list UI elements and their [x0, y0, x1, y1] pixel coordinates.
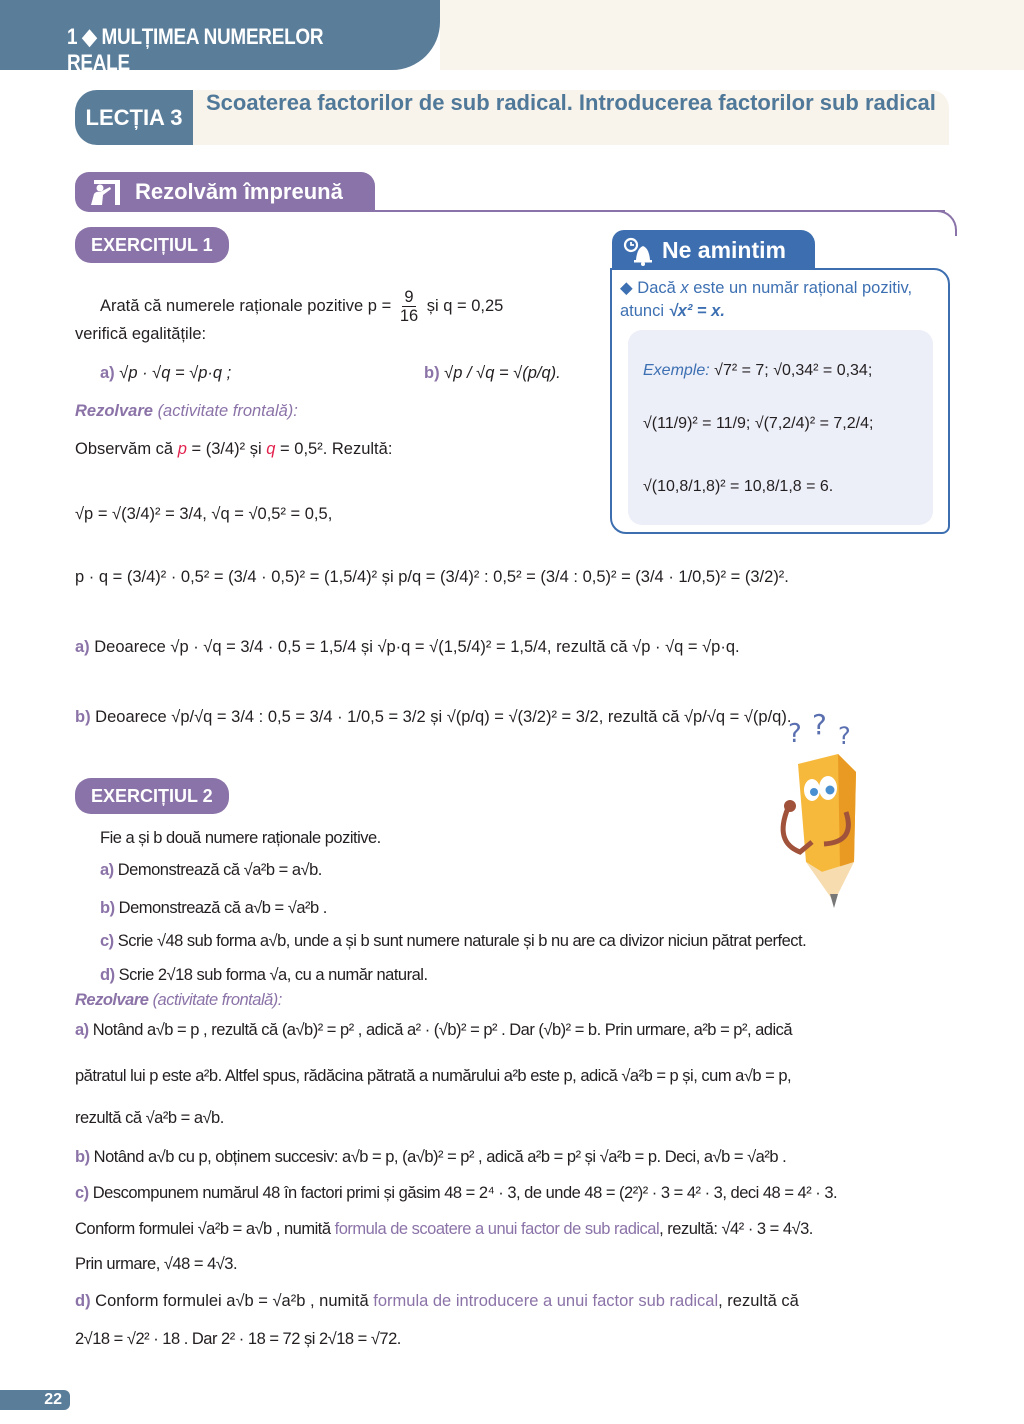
example-5: √(10,8/1,8)² = 10,8/1,8 = 6. [643, 478, 834, 495]
conclusion-a-text: Deoarece √p · √q = 3/4 · 0,5 = 1,5/4 și √p·q = √(1,5/4)² = 1,5/4, rezultă că √p · √q = √p·q. [94, 638, 740, 656]
conclusion-b-label: b) [75, 708, 91, 726]
question-mark-icon: ? [788, 719, 802, 749]
statement-text: Arată că numerele raționale pozitive p = [100, 297, 392, 315]
formula-intro: Conform formulei a√b = √a²b , numită [95, 1292, 369, 1310]
item-b-formula: √p / √q = √(p/q). [444, 364, 561, 382]
rule-var: x [680, 279, 689, 297]
var-q: q [266, 440, 276, 458]
sqrt-values-line: √p = √(3/4)² = 3/4, √q = √0,5² = 0,5, [75, 505, 333, 523]
chapter-header [0, 0, 440, 75]
example-2: √0,34² = 0,34; [773, 362, 873, 379]
exercise-2-item-b [100, 899, 327, 918]
item-label: b) [100, 899, 115, 917]
item-label: c) [100, 932, 114, 950]
p-numerator: 9 [404, 288, 414, 306]
exercise-2-item-a [100, 861, 322, 880]
example-1: √7² = 7; [714, 362, 769, 379]
solution-b-text: Notând a√b cu p, obținem succesiv: a√b = p, (a√b)² = p² , adică a²b = p² și √a²b = p. Deci, a√b = √a²b . [93, 1148, 787, 1166]
lesson-title: Scoaterea factorilor de sub radical. Introducerea factorilor sub radical [206, 90, 936, 115]
solution-c-line-1 [75, 1184, 837, 1203]
item-text: Demonstrează că √a²b = a√b. [117, 861, 322, 879]
header-background [440, 0, 1024, 70]
formula-term-introduce: formula de introducere a unui factor sub radical [373, 1292, 719, 1310]
exercise-1-statement [100, 288, 503, 325]
conclusion-a [75, 638, 740, 657]
item-a-formula: √p · √q = √p·q ; [119, 364, 232, 382]
statement-verify: verifică egalitățile: [75, 325, 207, 343]
teacher-board-icon [88, 178, 122, 206]
solution-b [75, 1148, 786, 1167]
solution-label: Rezolvare [75, 991, 149, 1009]
chapter-title: 1 ◆ MULȚIMEA NUMERELOR REALE [67, 24, 324, 75]
p-value: = (3/4)² [191, 440, 246, 458]
solution-d-line-2: 2√18 = √2² · 18 . Dar 2² · 18 = 72 și 2√18 = √72. [75, 1330, 401, 1348]
exercise-2-item-d [100, 966, 428, 985]
observe-text: Observăm că [75, 440, 174, 458]
q-value: = 0,5². Rezultă: [280, 440, 393, 458]
conclusion-a-label: a) [75, 638, 90, 656]
solution-c-line-2 [75, 1220, 813, 1239]
solution-a-line-1 [75, 1021, 792, 1040]
exercise-2-intro: Fie a și b două numere raționale pozitive. [100, 829, 381, 847]
item-text: Scrie 2√18 sub forma √a, cu a număr natural. [118, 966, 428, 984]
item-a [100, 364, 231, 383]
examples-row-1 [643, 362, 872, 380]
solution-c-text: Descompunem numărul 48 în factori primi și găsim 48 = 2⁴ · 3, de unde 48 = (2²)² · 3 = 4² · 3, deci 48 = 4² · 3. [92, 1184, 838, 1202]
solution-heading-1 [75, 402, 298, 421]
p-fraction [398, 288, 420, 325]
exercise-2-item-c [100, 932, 806, 951]
item-a-label: a) [100, 364, 115, 382]
p-denominator: 16 [399, 307, 419, 326]
solution-a-text: Notând a√b = p , rezultă că (a√b)² = p² , adică a² · (√b)² = p² . Dar (√b)² = b. Prin urmare, a²b = p², adică [92, 1021, 793, 1039]
solution-d-label: d) [75, 1292, 91, 1310]
product-quotient-line: p · q = (3/4)² · 0,5² = (3/4 · 0,5)² = (1,5/4)² și p/q = (3/4)² : 0,5² = (3/4 : 0,5)² = (3/4 · 1/0,5)² = (3/2)². [75, 568, 789, 586]
example-4: √(7,2/4)² = 7,2/4; [754, 415, 874, 432]
item-text: Demonstrează că a√b = √a²b . [118, 899, 327, 917]
exercise-1-label: EXERCIȚIUL 1 [91, 234, 213, 255]
solution-b-label: b) [75, 1148, 90, 1166]
conclusion-b [75, 708, 791, 727]
exercise-1-badge [75, 227, 229, 263]
solution-heading-2 [75, 991, 282, 1010]
exercise-2-label: EXERCIȚIUL 2 [91, 785, 213, 806]
exercise-2-badge [75, 778, 229, 814]
solution-d-line-1 [75, 1292, 799, 1311]
solution-note: (activitate frontală): [157, 402, 298, 420]
formula-result: , rezultă că [718, 1292, 799, 1310]
var-p: p [177, 440, 187, 458]
section-divider-curve [935, 210, 957, 236]
formula-term-extract: formula de scoatere a unui factor de sub radical [334, 1220, 660, 1238]
conclusion-b-text: Deoarece √p/√q = 3/4 : 0,5 = 3/4 · 1/0,5 = 3/2 și √(p/q) = √(3/2)² = 3/2, rezultă că √p/√q = √(p/q). [95, 708, 792, 726]
examples-label: Exemple: [643, 362, 710, 379]
formula-result: , rezultă: √4² · 3 = 4√3. [659, 1220, 813, 1238]
solution-label: Rezolvare [75, 402, 153, 420]
solution-a-line-3: rezultă că √a²b = a√b. [75, 1109, 224, 1127]
thinking-pencil-mascot [760, 712, 890, 912]
solution-a-line-2: pătratul lui p este a²b. Altfel spus, rădăcina pătrată a numărului a²b este p, adică √a²b = p și, cum a√b = p, [75, 1067, 792, 1085]
reminder-rule [620, 277, 950, 323]
solution-c-line-3: Prin urmare, √48 = 4√3. [75, 1255, 238, 1273]
examples-row-2 [643, 415, 873, 433]
item-label: a) [100, 861, 114, 879]
rule-prefix: ◆ Dacă [620, 279, 676, 297]
page-number: 22 [0, 1390, 70, 1410]
rule-formula: √x² = x. [668, 302, 725, 320]
and-text: și [249, 440, 262, 458]
solution-a-label: a) [75, 1021, 89, 1039]
bell-clock-icon [622, 236, 656, 266]
solution-c-label: c) [75, 1184, 89, 1202]
reminder-title: Ne amintim [662, 236, 786, 263]
item-text: Scrie √48 sub forma a√b, unde a și b sunt numere naturale și b nu are ca divizor niciun pătrat perfect. [117, 932, 807, 950]
rule-text: este un număr rațional pozitiv, atunci [620, 279, 913, 320]
item-label: d) [100, 966, 115, 984]
solution-note: (activitate frontală): [152, 991, 282, 1009]
question-mark-icon: ? [838, 722, 851, 750]
observation-line [75, 440, 392, 459]
section-divider [375, 210, 945, 212]
statement-q: și q = 0,25 [426, 297, 504, 315]
example-3: √(11/9)² = 11/9; [643, 415, 751, 432]
examples-row-3 [643, 478, 833, 496]
item-b [424, 364, 561, 383]
formula-intro: Conform formulei √a²b = a√b , numită [75, 1220, 331, 1238]
question-mark-icon: ? [812, 712, 827, 741]
section-title: Rezolvăm împreună [135, 179, 343, 204]
lesson-tag: LECȚIA 3 [75, 90, 193, 145]
item-b-label: b) [424, 364, 440, 382]
